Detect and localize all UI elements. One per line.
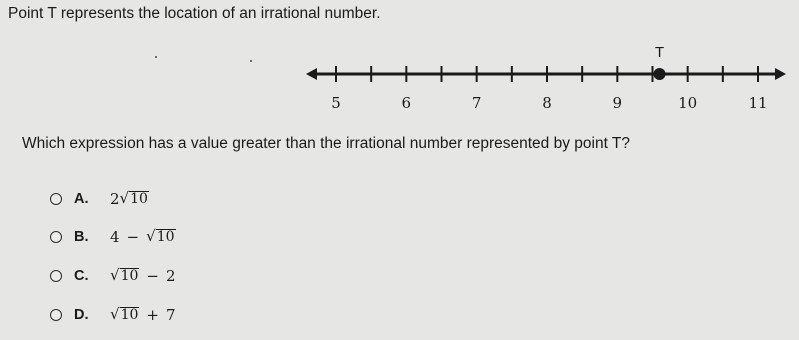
- tick-label: 6: [401, 94, 412, 112]
- tick-label: 7: [471, 94, 482, 112]
- choice-letter: C.: [74, 268, 89, 284]
- choice-c[interactable]: [50, 265, 176, 287]
- constant: 2: [165, 267, 176, 285]
- square-root: √ 10: [119, 188, 148, 207]
- tick-label: 9: [612, 94, 623, 112]
- coefficient: 2: [110, 190, 120, 208]
- square-root: √ 10: [146, 226, 175, 245]
- radio-button[interactable]: [50, 193, 62, 205]
- choice-b[interactable]: [50, 226, 176, 248]
- constant: 7: [165, 306, 176, 324]
- choice-expression: [110, 306, 176, 324]
- choice-expression: [110, 228, 176, 246]
- choice-d[interactable]: [50, 304, 176, 326]
- tick-label: 8: [542, 94, 552, 112]
- radio-button[interactable]: [50, 231, 62, 243]
- choice-letter: B.: [74, 229, 89, 245]
- choice-expression: [110, 190, 149, 208]
- choice-expression: [110, 267, 176, 285]
- operator: +: [146, 306, 159, 324]
- operator: −: [126, 228, 140, 246]
- choice-letter: A.: [74, 191, 89, 207]
- tick-label: 11: [748, 94, 768, 112]
- left-arrow-icon: [306, 68, 317, 80]
- square-root: √ 10: [110, 265, 139, 284]
- paper-speck: [155, 56, 157, 58]
- square-root: √ 10: [110, 304, 139, 323]
- tick-label: 10: [678, 94, 698, 112]
- problem-statement: Point T represents the location of an irrational number.: [8, 5, 381, 22]
- question-text: Which expression has a value greater than the irrational number represented by point T?: [22, 135, 631, 152]
- operator: −: [146, 267, 159, 285]
- choice-a[interactable]: [50, 188, 149, 210]
- paper-speck: [250, 60, 252, 62]
- point-t-marker: [654, 68, 666, 80]
- tick-label: 5: [331, 94, 341, 112]
- radio-button[interactable]: [50, 270, 62, 282]
- number-line: [306, 38, 786, 118]
- constant: 4: [110, 228, 120, 246]
- radio-button[interactable]: [50, 309, 62, 321]
- right-arrow-icon: [775, 68, 786, 80]
- choice-letter: D.: [74, 307, 89, 323]
- point-t-label: T: [654, 44, 665, 61]
